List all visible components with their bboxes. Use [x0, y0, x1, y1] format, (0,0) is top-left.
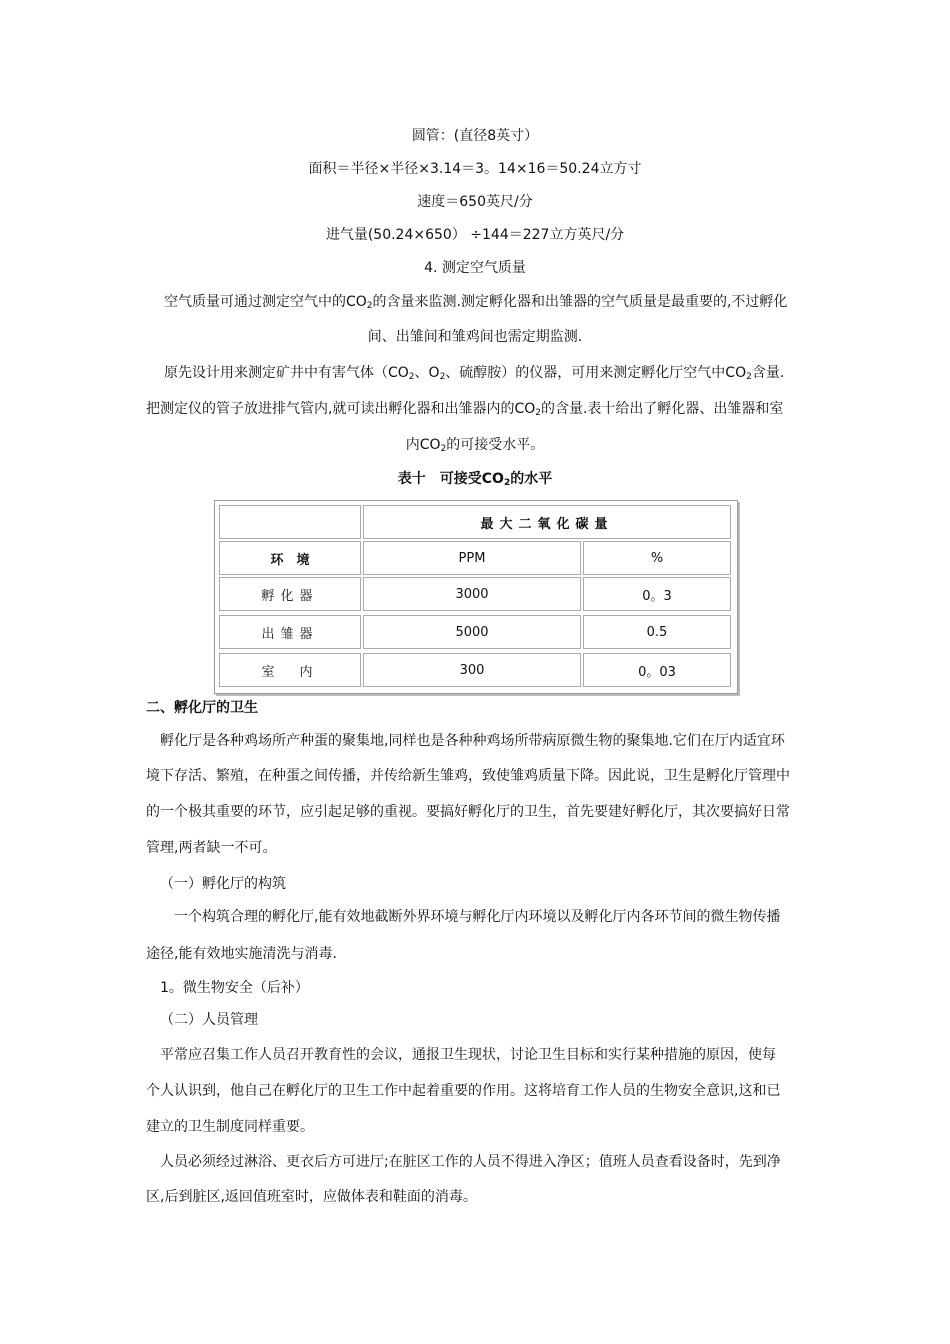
paragraph-3-line-4: 管理,两者缺一不可。: [146, 840, 277, 856]
paragraph-5-line-2: 个人认识到，他自己在孵化厅的卫生工作中起着重要的作用。这将培育工作人员的生物安全意识,这和已: [146, 1083, 781, 1099]
paragraph-3-line-3: 的一个极其重要的环节，应引起足够的重视。要搞好孵化厅的卫生，首先要建好孵化厅，其次要搞好日常: [146, 804, 790, 820]
paragraph-2-line-1: 原先设计用来测定矿井中有害气体（$CO_2$、$O_2$、硫醇胺）的仪器，可用来测定孵化厅空气中$CO_2$含量.: [164, 365, 785, 382]
paragraph-5-line-1: 平常应召集工作人员召开教育性的会议，通报卫生现状，讨论卫生目标和实行某种措施的原因，使每: [160, 1047, 776, 1063]
paragraph-1-line-1: 空气质量可通过测定空气中的$CO_2$的含量来监测.测定孵化器和出雏器的空气质量是最重要的,不过孵化: [164, 294, 788, 311]
intake-formula: 进气量(50.24×650） ÷144＝227立方英尺/分: [325, 227, 625, 243]
table-cell-env: 室 内: [219, 653, 361, 687]
paragraph-2-line-3: 内$CO_2$的可接受水平。: [405, 437, 545, 454]
table-cell-pct: 0。03: [583, 653, 731, 687]
paragraph-5-line-3: 建立的卫生制度同样重要。: [146, 1119, 314, 1135]
paragraph-3-line-2: 境下存活、繁殖，在种蛋之间传播，并传给新生雏鸡，致使雏鸡质量下降。因此说，卫生是孵化厅管理中: [146, 768, 790, 784]
paragraph-3-line-1: 孵化厅是各种鸡场所产种蛋的聚集地,同样也是各种种鸡场所带病原微生物的聚集地.它们在厅内适宜环: [160, 733, 785, 749]
table-cell-pct: 0。3: [583, 577, 731, 611]
item-microbial-safety: 1。微生物安全（后补）: [160, 980, 309, 996]
table-cell-ppm: 5000: [363, 615, 581, 649]
paragraph-6-line-2: 区,后到脏区,返回值班室时，应做体表和鞋面的消毒。: [146, 1189, 477, 1205]
table-cell-ppm: 300: [363, 653, 581, 687]
table-header-main: 最大二氧化碳量: [363, 505, 731, 539]
paragraph-1-line-2: 间、出雏间和雏鸡间也需定期监测.: [367, 329, 583, 345]
pipe-line: 圆管：(直径8英寸）: [411, 128, 539, 144]
table-cell-env: 孵化器: [219, 577, 361, 611]
paragraph-6-line-1: 人员必须经过淋浴、更衣后方可进厅;在脏区工作的人员不得进入净区；值班人员查看设备时，先到净: [160, 1154, 781, 1170]
heading-air-quality: 4. 测定空气质量: [424, 260, 526, 276]
table-header-env: 环 境: [219, 541, 361, 575]
table-corner-cell: [219, 505, 361, 539]
table-header-ppm: PPM: [363, 541, 581, 575]
paragraph-4-line-2: 途径,能有效地实施清洗与消毒.: [146, 946, 337, 962]
table-cell-env: 出雏器: [219, 615, 361, 649]
subheading-personnel: （二）人员管理: [160, 1012, 258, 1028]
table-title: 表十 可接受$CO_2$的水平: [397, 471, 553, 488]
table-cell-pct: 0.5: [583, 615, 731, 649]
subheading-construction: （一）孵化厅的构筑: [160, 876, 286, 892]
section-2-heading: 二、孵化厅的卫生: [146, 700, 258, 716]
paragraph-4-line-1: 一个构筑合理的孵化厅,能有效地截断外界环境与孵化厅内环境以及孵化厅内各环节间的微生物传播: [174, 909, 781, 925]
paragraph-2-line-2: 把测定仪的管子放进排气管内,就可读出孵化器和出雏器内的$CO_2$的含量.表十给出了孵化器、出雏器和室: [146, 401, 784, 418]
table-header-pct: %: [583, 541, 731, 575]
table-cell-ppm: 3000: [363, 577, 581, 611]
speed-line: 速度＝650英尺/分: [417, 194, 533, 210]
area-formula: 面积＝半径×半径×3.14＝3。14×16＝50.24立方寸: [308, 161, 642, 177]
co2-table: [214, 500, 738, 694]
